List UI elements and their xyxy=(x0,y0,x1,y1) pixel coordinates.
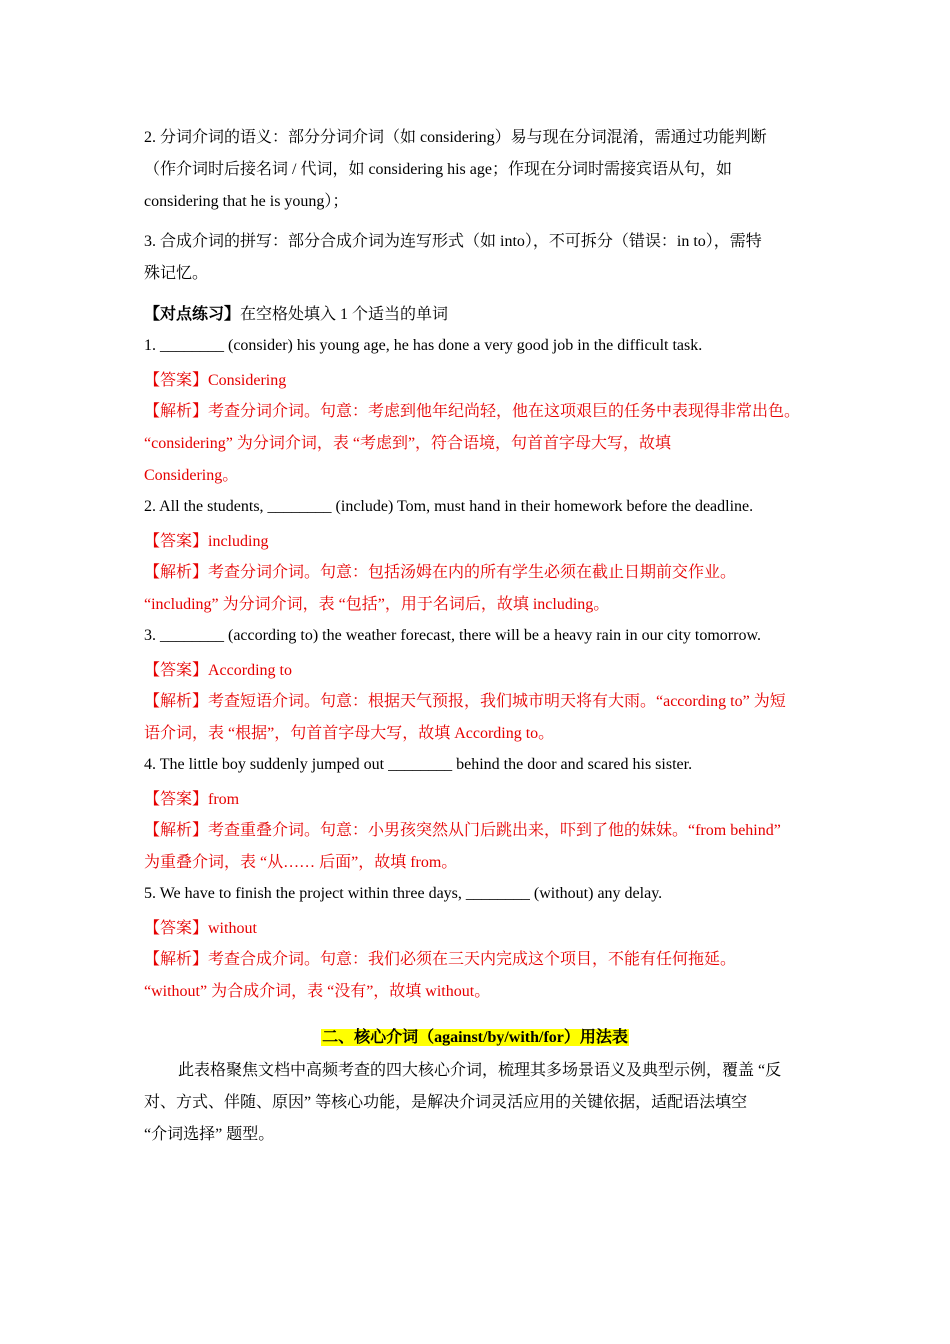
answer-3: 【答案】According to xyxy=(144,662,292,679)
analysis-2-line-2: “including” 为分词介词，表 “包括”，用于名词后，故填 including。 xyxy=(144,596,610,613)
section-intro-line-2: 对、方式、伴随、原因” 等核心功能，是解决介词灵活应用的关键依据，适配语法填空 xyxy=(144,1094,748,1111)
practice-header-instruction: 在空格处填入 1 个适当的单词 xyxy=(240,306,449,323)
answer-5: 【答案】without xyxy=(144,920,257,937)
question-1: 1. ________ (consider) his young age, he has done a very good job in the difficult task. xyxy=(144,337,703,354)
analysis-1-line-1: 【解析】考查分词介词。句意：考虑到他年纪尚轻，他在这项艰巨的任务中表现得非常出色。 xyxy=(144,403,801,420)
analysis-4-line-1: 【解析】考查重叠介词。句意：小男孩突然从门后跳出来，吓到了他的妹妹。“from behind” xyxy=(144,822,781,839)
analysis-1-line-3: Considering。 xyxy=(144,467,239,484)
section-heading xyxy=(0,1028,950,1048)
analysis-3-line-2: 语介词，表 “根据”，句首首字母大写，故填 According to。 xyxy=(144,725,555,742)
answer-2: 【答案】including xyxy=(144,533,269,550)
note-2-line-3: considering that he is young）； xyxy=(144,193,349,210)
note-2-line-1: 2. 分词介词的语义：部分分词介词（如 considering）易与现在分词混淆，需通过功能判断 xyxy=(144,129,767,146)
question-4: 4. The little boy suddenly jumped out ________ behind the door and scared his sister. xyxy=(144,756,693,773)
analysis-2-line-1: 【解析】考查分词介词。句意：包括汤姆在内的所有学生必须在截止日期前交作业。 xyxy=(144,564,737,581)
question-5: 5. We have to finish the project within three days, ________ (without) any delay. xyxy=(144,885,663,902)
note-3-line-2: 殊记忆。 xyxy=(144,265,209,282)
answer-1: 【答案】Considering xyxy=(144,372,287,389)
section-heading-text: 二、核心介词（against/by/with/for）用法表 xyxy=(322,1029,628,1046)
answer-4: 【答案】from xyxy=(144,791,240,808)
practice-header xyxy=(144,305,834,325)
practice-header-label: 【对点练习】 xyxy=(144,306,241,323)
section-intro-line-1: 此表格聚焦文档中高频考查的四大核心介词，梳理其多场景语义及典型示例，覆盖 “反 xyxy=(178,1062,782,1079)
analysis-5-line-1: 【解析】考查合成介词。句意：我们必须在三天内完成这个项目，不能有任何拖延。 xyxy=(144,951,737,968)
analysis-3-line-1: 【解析】考查短语介词。句意：根据天气预报，我们城市明天将有大雨。“according to” 为短 xyxy=(144,693,786,710)
question-3: 3. ________ (according to) the weather forecast, there will be a heavy rain in our city tomorrow. xyxy=(144,627,761,644)
analysis-1-line-2: “considering” 为分词介词，表 “考虑到”，符合语境，句首首字母大写，故填 xyxy=(144,435,672,452)
analysis-4-line-2: 为重叠介词，表 “从…… 后面”，故填 from。 xyxy=(144,854,458,871)
question-2: 2. All the students, ________ (include) Tom, must hand in their homework before the deadline. xyxy=(144,498,754,515)
analysis-5-line-2: “without” 为合成介词，表 “没有”，故填 without。 xyxy=(144,983,491,1000)
note-2-line-2: （作介词时后接名词 / 代词，如 considering his age；作现在分词时需接宾语从句，如 xyxy=(144,161,732,178)
section-intro-line-3: “介词选择” 题型。 xyxy=(144,1126,275,1143)
note-3-line-1: 3. 合成介词的拼写：部分合成介词为连写形式（如 into），不可拆分（错误：in to），需特 xyxy=(144,233,762,250)
